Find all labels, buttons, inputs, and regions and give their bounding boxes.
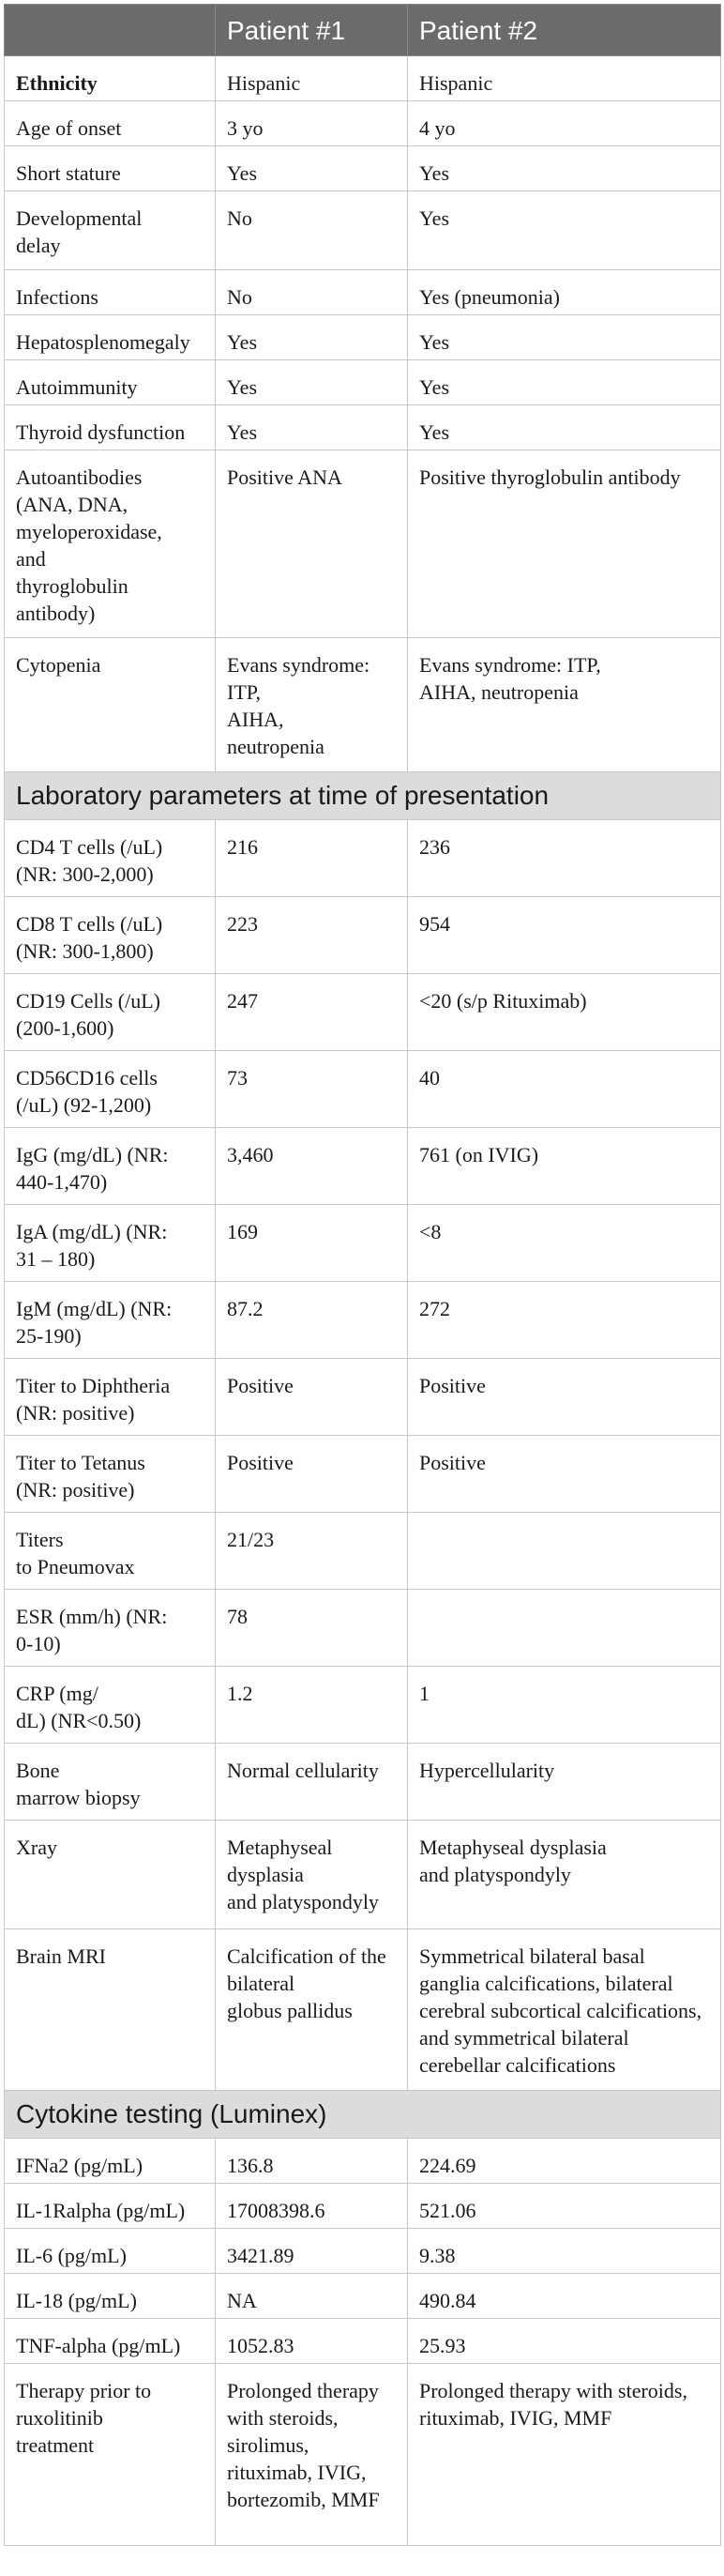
patient-2-value: Yes (408, 405, 721, 450)
row-label: IgG (mg/dL) (NR: 440-1,470) (5, 1128, 216, 1205)
patient-1-value: 216 (216, 820, 408, 897)
table-row (5, 2184, 721, 2229)
row-label: Autoimmunity (5, 360, 216, 405)
patient-1-value: 21/23 (216, 1513, 408, 1590)
patient-1-value: Metaphyseal dysplasia and platyspondyly (216, 1821, 408, 1929)
row-label: TNF-alpha (pg/mL) (5, 2319, 216, 2364)
table-row (5, 2229, 721, 2274)
patient-2-value: 25.93 (408, 2319, 721, 2364)
patient-1-value: 73 (216, 1051, 408, 1128)
row-label: IL-1Ralpha (pg/mL) (5, 2184, 216, 2229)
table-row (5, 1667, 721, 1744)
table-row (5, 1359, 721, 1436)
patient-2-value: Yes (408, 315, 721, 360)
row-label: Developmental delay (5, 191, 216, 270)
patient-1-value: Normal cellularity (216, 1744, 408, 1821)
table-row (5, 1744, 721, 1821)
table-row (5, 1051, 721, 1128)
table-row (5, 1128, 721, 1205)
table-row (5, 2139, 721, 2184)
patient-2-value: 40 (408, 1051, 721, 1128)
table-row (5, 974, 721, 1051)
row-label: Titer to Diphtheria (NR: positive) (5, 1359, 216, 1436)
patient-comparison-table (4, 4, 721, 2546)
header-blank (5, 5, 216, 56)
patient-1-value: 247 (216, 974, 408, 1051)
patient-2-value: Yes (408, 191, 721, 270)
section-header-cytokine (5, 2091, 721, 2139)
table-row (5, 450, 721, 638)
row-label: Infections (5, 270, 216, 315)
patient-2-value: 4 yo (408, 101, 721, 146)
patient-2-value: Yes (pneumonia) (408, 270, 721, 315)
patient-2-value: 954 (408, 897, 721, 974)
patient-2-value: <8 (408, 1205, 721, 1282)
row-label: Age of onset (5, 101, 216, 146)
patient-2-value: Prolonged therapy with steroids, rituximab, IVIG, MMF (408, 2364, 721, 2546)
patient-1-value: Yes (216, 315, 408, 360)
row-label: CD19 Cells (/uL) (200-1,600) (5, 974, 216, 1051)
patient-1-value: 17008398.6 (216, 2184, 408, 2229)
patient-2-value: Yes (408, 146, 721, 191)
section-title: Laboratory parameters at time of presentation (5, 772, 721, 820)
row-label: Titer to Tetanus (NR: positive) (5, 1436, 216, 1513)
table-row (5, 820, 721, 897)
table-row (5, 1821, 721, 1929)
section-header-lab (5, 772, 721, 820)
table-row (5, 1590, 721, 1667)
patient-2-value: Metaphyseal dysplasia and platyspondyly (408, 1821, 721, 1929)
patient-2-value: 521.06 (408, 2184, 721, 2229)
table-row (5, 360, 721, 405)
row-label: IgA (mg/dL) (NR: 31 – 180) (5, 1205, 216, 1282)
row-label: ESR (mm/h) (NR: 0-10) (5, 1590, 216, 1667)
row-label: CD56CD16 cells (/uL) (92-1,200) (5, 1051, 216, 1128)
patient-2-value: 224.69 (408, 2139, 721, 2184)
row-label: IL-6 (pg/mL) (5, 2229, 216, 2274)
patient-2-value: Yes (408, 360, 721, 405)
patient-2-value: 761 (on IVIG) (408, 1128, 721, 1205)
patient-2-value: 272 (408, 1282, 721, 1359)
patient-1-value: 1052.83 (216, 2319, 408, 2364)
patient-1-value: 3 yo (216, 101, 408, 146)
patient-2-value: 1 (408, 1667, 721, 1744)
table-row (5, 2319, 721, 2364)
row-label: IgM (mg/dL) (NR: 25-190) (5, 1282, 216, 1359)
patient-1-value: Yes (216, 146, 408, 191)
row-label: CRP (mg/ dL) (NR<0.50) (5, 1667, 216, 1744)
patient-1-value: 87.2 (216, 1282, 408, 1359)
patient-1-value: 3,460 (216, 1128, 408, 1205)
row-label: IFNa2 (pg/mL) (5, 2139, 216, 2184)
row-label: IL-18 (pg/mL) (5, 2274, 216, 2319)
table-row (5, 1436, 721, 1513)
patient-1-value: 1.2 (216, 1667, 408, 1744)
table-row (5, 1205, 721, 1282)
row-label: Therapy prior to ruxolitinib treatment (5, 2364, 216, 2546)
patient-2-value: Positive (408, 1359, 721, 1436)
table-row (5, 191, 721, 270)
patient-1-value: Prolonged therapy with steroids, sirolimus, rituximab, IVIG, bortezomib, MMF (216, 2364, 408, 2546)
patient-1-value: No (216, 270, 408, 315)
row-label: CD8 T cells (/uL) (NR: 300-1,800) (5, 897, 216, 974)
patient-1-value: Yes (216, 405, 408, 450)
table-row (5, 1513, 721, 1590)
table-row (5, 146, 721, 191)
patient-2-value: <20 (s/p Rituximab) (408, 974, 721, 1051)
patient-1-value: 169 (216, 1205, 408, 1282)
table-row (5, 2274, 721, 2319)
patient-1-value: Calcification of the bilateral globus pallidus (216, 1929, 408, 2091)
patient-1-value: Evans syndrome: ITP, AIHA, neutropenia (216, 638, 408, 772)
row-label: Short stature (5, 146, 216, 191)
patient-2-value: Hispanic (408, 56, 721, 101)
table-row (5, 315, 721, 360)
patient-1-value: 223 (216, 897, 408, 974)
row-label: Thyroid dysfunction (5, 405, 216, 450)
header-patient-1: Patient #1 (216, 5, 408, 56)
row-label: Bone marrow biopsy (5, 1744, 216, 1821)
patient-1-value: 136.8 (216, 2139, 408, 2184)
table-row (5, 1929, 721, 2091)
row-label: Autoantibodies (ANA, DNA, myeloperoxidase, and thyroglobulin antibody) (5, 450, 216, 638)
patient-2-value: Symmetrical bilateral basal ganglia calcifications, bilateral cerebral subcortical calcifications, and symmetrical bilateral cerebellar calcifications (408, 1929, 721, 2091)
patient-1-value: Positive (216, 1359, 408, 1436)
patient-2-value: Positive (408, 1436, 721, 1513)
patient-2-value (408, 1590, 721, 1667)
patient-1-value: No (216, 191, 408, 270)
table-row (5, 638, 721, 772)
row-label: Brain MRI (5, 1929, 216, 2091)
patient-1-value: Positive (216, 1436, 408, 1513)
table-row (5, 2364, 721, 2546)
patient-2-value: Positive thyroglobulin antibody (408, 450, 721, 638)
table-row (5, 56, 721, 101)
patient-2-value: Evans syndrome: ITP, AIHA, neutropenia (408, 638, 721, 772)
patient-1-value: 78 (216, 1590, 408, 1667)
patient-1-value: 3421.89 (216, 2229, 408, 2274)
header-patient-2: Patient #2 (408, 5, 721, 56)
patient-1-value: Positive ANA (216, 450, 408, 638)
row-label: Hepatosplenomegaly (5, 315, 216, 360)
table-row (5, 270, 721, 315)
header-row (5, 5, 721, 56)
table-row (5, 1282, 721, 1359)
row-label: Cytopenia (5, 638, 216, 772)
patient-1-value: Hispanic (216, 56, 408, 101)
patient-2-value: 236 (408, 820, 721, 897)
row-label: CD4 T cells (/uL) (NR: 300-2,000) (5, 820, 216, 897)
patient-1-value: Yes (216, 360, 408, 405)
table-row (5, 405, 721, 450)
row-label: Titers to Pneumovax (5, 1513, 216, 1590)
patient-2-value (408, 1513, 721, 1590)
patient-2-value: 9.38 (408, 2229, 721, 2274)
patient-2-value: Hypercellularity (408, 1744, 721, 1821)
row-label: Xray (5, 1821, 216, 1929)
row-label: Ethnicity (5, 56, 216, 101)
table-row (5, 897, 721, 974)
patient-2-value: 490.84 (408, 2274, 721, 2319)
table-row (5, 101, 721, 146)
section-title: Cytokine testing (Luminex) (5, 2091, 721, 2139)
patient-1-value: NA (216, 2274, 408, 2319)
